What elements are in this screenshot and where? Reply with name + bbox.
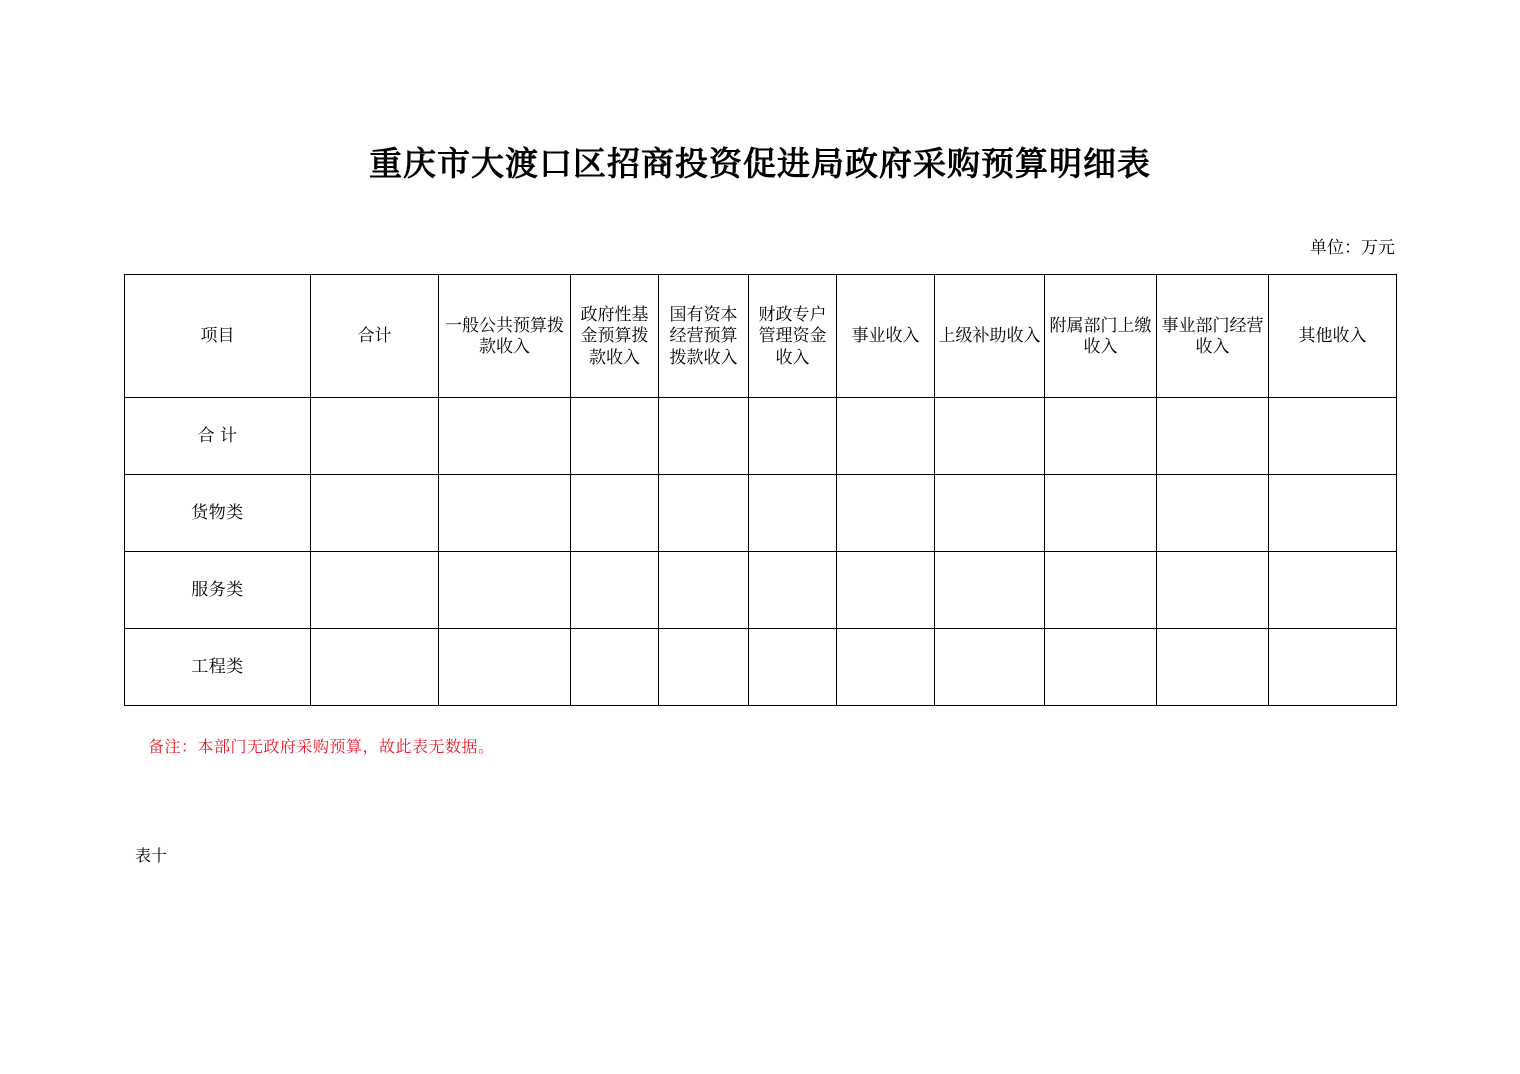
cell[interactable] (749, 629, 837, 706)
cell[interactable] (1269, 552, 1397, 629)
cell[interactable] (837, 398, 935, 475)
column-header-operating-income: 事业部门经营收入 (1157, 275, 1269, 398)
cell[interactable] (311, 629, 439, 706)
cell[interactable] (935, 475, 1045, 552)
row-label-goods: 货物类 (125, 475, 311, 552)
column-header-total: 合计 (311, 275, 439, 398)
remark-text: 备注：本部门无政府采购预算，故此表无数据。 (148, 739, 495, 756)
cell[interactable] (1157, 552, 1269, 629)
cell[interactable] (837, 475, 935, 552)
column-header-other-income: 其他收入 (1269, 275, 1397, 398)
column-header-general-public-budget: 一般公共预算拨款收入 (439, 275, 571, 398)
cell[interactable] (935, 398, 1045, 475)
cell[interactable] (659, 552, 749, 629)
cell[interactable] (439, 398, 571, 475)
cell[interactable] (1157, 398, 1269, 475)
cell[interactable] (1045, 475, 1157, 552)
table-row (125, 475, 1397, 552)
column-header-affiliated-unit-payment: 附属部门上缴收入 (1045, 275, 1157, 398)
table-row (125, 552, 1397, 629)
cell[interactable] (935, 552, 1045, 629)
cell[interactable] (311, 398, 439, 475)
cell[interactable] (311, 475, 439, 552)
cell[interactable] (439, 475, 571, 552)
cell[interactable] (571, 629, 659, 706)
column-header-state-capital-budget: 国有资本经营预算拨款收入 (659, 275, 749, 398)
column-header-superior-subsidy: 上级补助收入 (935, 275, 1045, 398)
cell[interactable] (1269, 398, 1397, 475)
cell[interactable] (1045, 552, 1157, 629)
row-label-services: 服务类 (125, 552, 311, 629)
cell[interactable] (749, 552, 837, 629)
cell[interactable] (1045, 629, 1157, 706)
table-number-label: 表十 (135, 848, 168, 865)
cell[interactable] (659, 629, 749, 706)
row-label-total: 合 计 (125, 398, 311, 475)
cell[interactable] (1045, 398, 1157, 475)
cell[interactable] (935, 629, 1045, 706)
cell[interactable] (837, 629, 935, 706)
column-header-government-fund-budget: 政府性基金预算拨款收入 (571, 275, 659, 398)
cell[interactable] (571, 475, 659, 552)
cell[interactable] (439, 629, 571, 706)
cell[interactable] (837, 552, 935, 629)
column-header-fiscal-account-funds: 财政专户管理资金收入 (749, 275, 837, 398)
cell[interactable] (659, 398, 749, 475)
cell[interactable] (1269, 629, 1397, 706)
cell[interactable] (571, 398, 659, 475)
table-row (125, 629, 1397, 706)
cell[interactable] (1269, 475, 1397, 552)
cell[interactable] (311, 552, 439, 629)
cell[interactable] (749, 398, 837, 475)
table-body (125, 398, 1397, 706)
cell[interactable] (439, 552, 571, 629)
row-label-engineering: 工程类 (125, 629, 311, 706)
cell[interactable] (659, 475, 749, 552)
table-header-row (125, 275, 1397, 398)
column-header-item: 项目 (125, 275, 311, 398)
procurement-budget-table (124, 274, 1397, 706)
cell[interactable] (1157, 475, 1269, 552)
cell[interactable] (1157, 629, 1269, 706)
column-header-business-income: 事业收入 (837, 275, 935, 398)
table-row (125, 398, 1397, 475)
table-header (125, 275, 1397, 398)
page-title: 重庆市大渡口区招商投资促进局政府采购预算明细表 (369, 147, 1151, 183)
cell[interactable] (571, 552, 659, 629)
cell[interactable] (749, 475, 837, 552)
unit-note: 单位：万元 (1310, 238, 1395, 257)
budget-table-container (0, 274, 1520, 706)
